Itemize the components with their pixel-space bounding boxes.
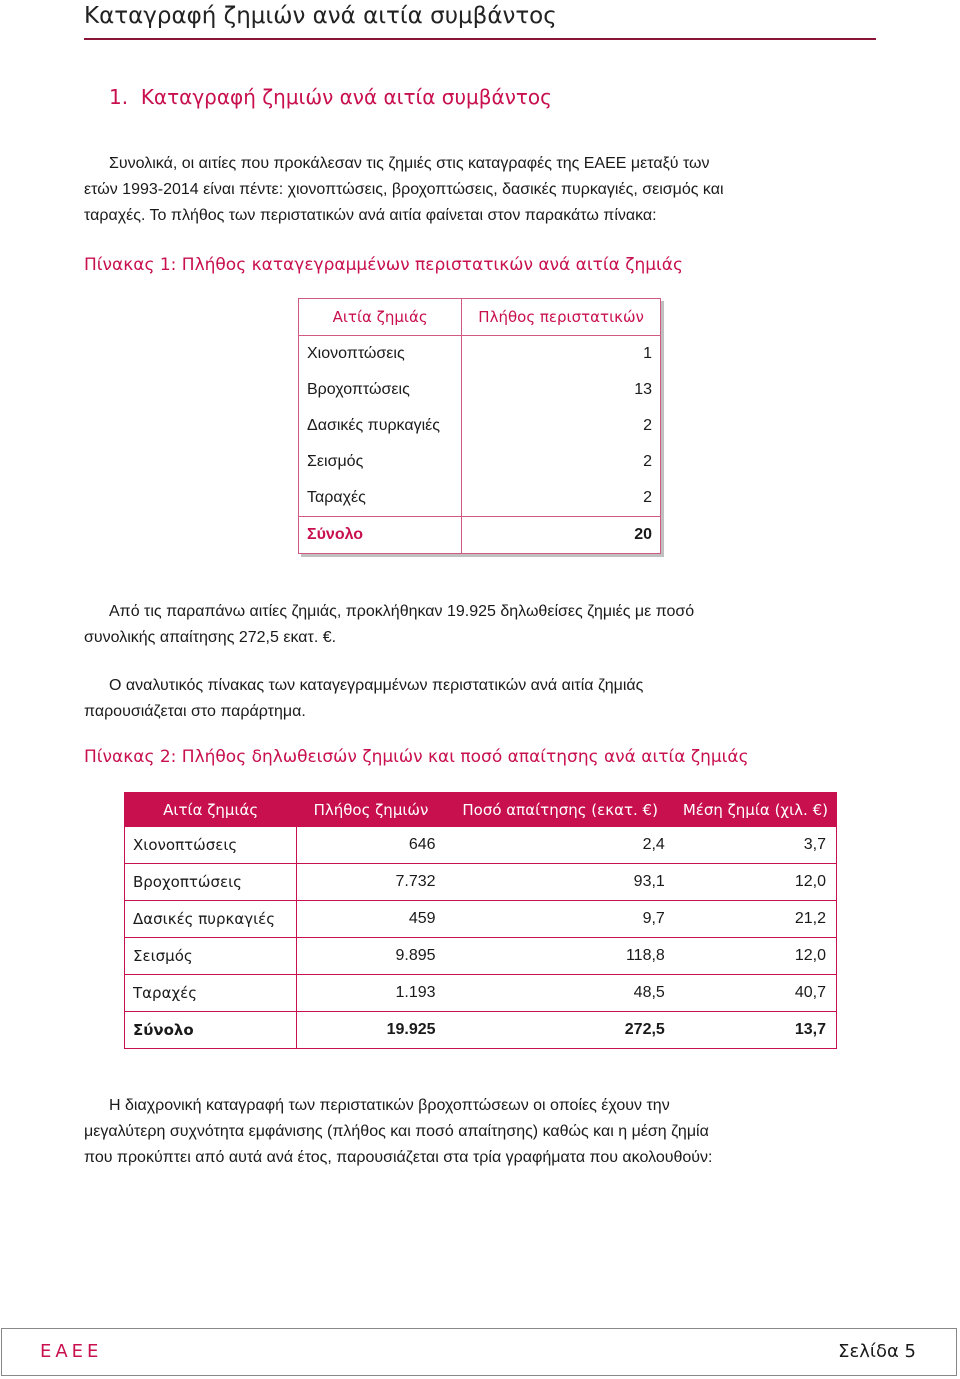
appendix-paragraph [109,673,876,699]
section-number: 1. [109,85,129,109]
table-header-row [299,299,661,336]
incidents-table [298,298,661,554]
total-avg-cell: 13,7 [675,1012,837,1049]
appendix-line: παρουσιάζεται στο παράρτημα. [84,703,306,720]
count-cell: 13 [634,381,652,398]
column-header: Αιτία ζημιάς [125,793,297,828]
amount-cell: 93,1 [446,864,675,901]
column-header: Αιτία ζημιάς [299,299,462,336]
cause-cell: Χιονοπτώσεις [299,336,462,373]
table-row [299,336,661,373]
total-label-cell: Σύνολο [125,1012,297,1049]
claims-cell: 1.193 [296,975,445,1012]
table-row [125,901,837,938]
amount-cell: 9,7 [446,901,675,938]
amount-cell: 48,5 [446,975,675,1012]
charts-intro-line: που προκύπτει από αυτά ανά έτος, παρουσιάζεται στα τρία γραφήματα που ακολουθούν: [84,1149,713,1166]
avg-cell: 40,7 [675,975,837,1012]
count-cell: 2 [643,453,652,470]
column-header: Πλήθος περιστατικών [462,299,661,336]
page-footer [1,1328,957,1376]
cause-cell: Σεισμός [299,444,462,480]
table-row [125,938,837,975]
page-header-title: Καταγραφή ζημιών ανά αιτία συμβάντος [84,3,557,29]
section-heading [109,84,552,110]
amount-cell: 2,4 [446,827,675,864]
avg-cell: 12,0 [675,938,837,975]
table-row [125,864,837,901]
table-row [125,827,837,864]
column-header: Μέση ζημία (χιλ. €) [675,793,837,828]
total-label-cell: Σύνολο [299,517,462,554]
total-claims-cell: 19.925 [296,1012,445,1049]
charts-intro-line: Η διαχρονική καταγραφή των περιστατικών βροχοπτώσεων οι οποίες έχουν την [109,1097,670,1114]
count-cell: 2 [643,417,652,434]
avg-cell: 12,0 [675,864,837,901]
appendix-line: Ο αναλυτικός πίνακας των καταγεγραμμένων περιστατικών ανά αιτία ζημιάς [109,677,644,694]
cause-cell: Χιονοπτώσεις [125,827,297,864]
avg-cell: 3,7 [675,827,837,864]
table-row [299,372,661,408]
summary-line: Από τις παραπάνω αιτίες ζημιάς, προκλήθηκαν 19.925 δηλωθείσες ζημιές με ποσό [109,603,695,620]
cause-cell: Βροχοπτώσεις [299,372,462,408]
table1-caption: Πίνακας 1: Πλήθος καταγεγραμμένων περιστατικών ανά αιτία ζημιάς [84,255,683,275]
charts-intro-line: μεγαλύτερη συχνότητα εμφάνισης (πλήθος και ποσό απαίτησης) καθώς και η μέση ζημία [84,1123,709,1140]
table-row [299,408,661,444]
table-row [125,975,837,1012]
table-total-row [299,517,661,554]
cause-cell: Ταραχές [125,975,297,1012]
header-divider [84,38,876,40]
cause-cell: Βροχοπτώσεις [125,864,297,901]
claims-cell: 459 [296,901,445,938]
section-title: Καταγραφή ζημιών ανά αιτία συμβάντος [140,85,552,109]
claims-cell: 7.732 [296,864,445,901]
summary-line: συνολικής απαίτησης 272,5 εκατ. €. [84,629,337,646]
cause-cell: Σεισμός [125,938,297,975]
table-row [299,444,661,480]
intro-line: Συνολικά, οι αιτίες που προκάλεσαν τις ζημιές στις καταγραφές της ΕΑΕΕ μεταξύ των [109,155,710,172]
total-amount-cell: 272,5 [446,1012,675,1049]
count-cell: 1 [643,345,652,362]
avg-cell: 21,2 [675,901,837,938]
intro-line: ταραχές. Το πλήθος των περιστατικών ανά αιτία φαίνεται στον παρακάτω πίνακα: [84,207,657,224]
intro-paragraph [109,151,876,177]
charts-intro-paragraph [109,1093,876,1119]
total-count-cell: 20 [462,517,661,554]
cause-cell: Δασικές πυρκαγιές [125,901,297,938]
claims-table [124,792,837,1049]
table-total-row [125,1012,837,1049]
table2-caption: Πίνακας 2: Πλήθος δηλωθεισών ζημιών και ποσό απαίτησης ανά αιτία ζημιάς [84,747,749,767]
footer-brand: ΕΑΕΕ [40,1341,103,1362]
amount-cell: 118,8 [446,938,675,975]
column-header: Ποσό απαίτησης (εκατ. €) [446,793,675,828]
table-header-row [125,793,837,828]
intro-line: ετών 1993-2014 είναι πέντε: χιονοπτώσεις, βροχοπτώσεις, δασικές πυρκαγιές, σεισμός και [84,181,724,198]
claims-cell: 646 [296,827,445,864]
cause-cell: Δασικές πυρκαγιές [299,408,462,444]
column-header: Πλήθος ζημιών [296,793,445,828]
summary-paragraph [109,599,876,625]
cause-cell: Ταραχές [299,480,462,517]
table-row [299,480,661,517]
page-number: Σελίδα 5 [838,1341,916,1362]
count-cell: 2 [643,489,652,506]
claims-cell: 9.895 [296,938,445,975]
